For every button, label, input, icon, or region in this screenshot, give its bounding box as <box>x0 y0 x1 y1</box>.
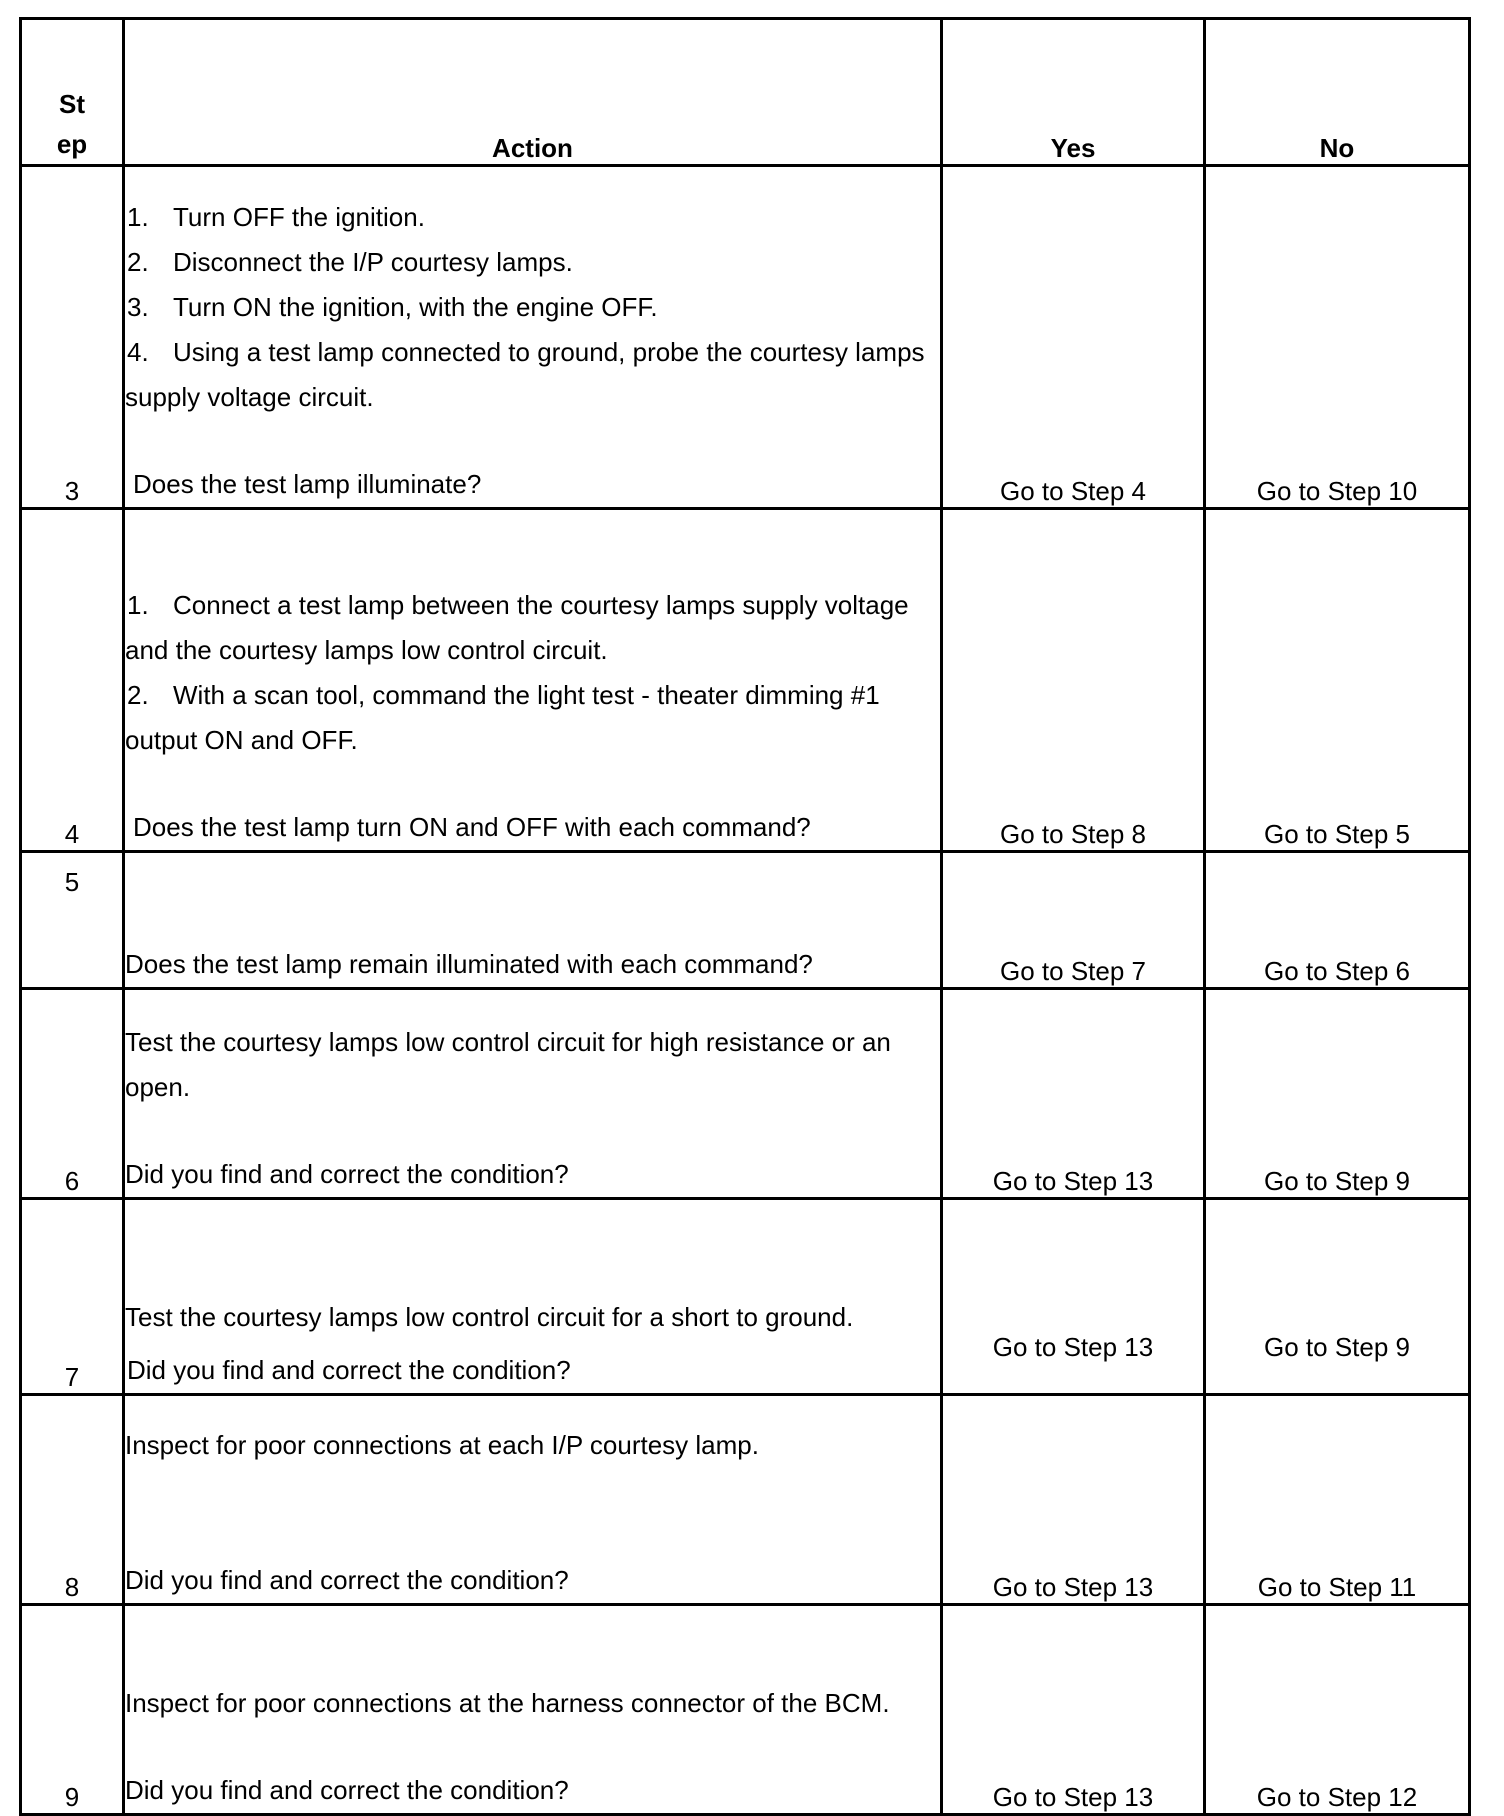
action-cell <box>124 852 942 989</box>
list-item <box>125 195 940 240</box>
action-cell <box>124 166 942 509</box>
question: Did you find and correct the condition? <box>127 1355 571 1385</box>
action-text: Test the courtesy lamps low control circuit for high resistance or an open. <box>125 1027 891 1102</box>
action-text: Inspect for poor connections at the harness connector of the BCM. <box>125 1688 890 1718</box>
table-row <box>21 989 1470 1199</box>
list-item <box>125 330 940 420</box>
list-item <box>125 673 940 763</box>
question: Did you find and correct the condition? <box>125 1775 569 1805</box>
yes-outcome: Go to Step 4 <box>942 166 1205 509</box>
table-row <box>21 509 1470 852</box>
item-text: Turn ON the ignition, with the engine OFF. <box>173 292 658 322</box>
item-number: 2. <box>127 247 149 277</box>
no-outcome: Go to Step 6 <box>1205 852 1470 989</box>
step-number: 9 <box>21 1605 124 1815</box>
item-number: 4. <box>127 337 149 367</box>
no-outcome: Go to Step 9 <box>1205 989 1470 1199</box>
spacer <box>125 1468 940 1558</box>
header-step <box>21 19 124 166</box>
action-cell <box>124 1395 942 1605</box>
header-no: No <box>1205 19 1470 166</box>
step-number: 4 <box>21 509 124 852</box>
item-number: 3. <box>127 292 149 322</box>
step-number: 3 <box>21 166 124 509</box>
no-outcome: Go to Step 10 <box>1205 166 1470 509</box>
action-cell <box>124 989 942 1199</box>
action-text: Test the courtesy lamps low control circuit for a short to ground. <box>125 1302 854 1332</box>
table-row <box>21 1395 1470 1605</box>
step-number: 5 <box>21 852 124 989</box>
no-outcome: Go to Step 11 <box>1205 1395 1470 1605</box>
table-row <box>21 166 1470 509</box>
yes-outcome: Go to Step 13 <box>942 1605 1205 1815</box>
question: Did you find and correct the condition? <box>125 1565 569 1595</box>
item-number: 1. <box>127 202 149 232</box>
question: Does the test lamp illuminate? <box>133 469 482 499</box>
item-number: 2. <box>127 680 149 710</box>
item-text: Disconnect the I/P courtesy lamps. <box>173 247 573 277</box>
item-text: Using a test lamp connected to ground, probe the courtesy lamps supply voltage circuit. <box>125 337 925 412</box>
yes-outcome: Go to Step 13 <box>942 1395 1205 1605</box>
header-step-line2: ep <box>56 129 88 159</box>
no-outcome: Go to Step 5 <box>1205 509 1470 852</box>
yes-outcome: Go to Step 8 <box>942 509 1205 852</box>
table-row <box>21 852 1470 989</box>
table-row <box>21 1199 1470 1395</box>
action-cell <box>124 1199 942 1395</box>
header-action: Action <box>124 19 942 166</box>
action-cell <box>124 509 942 852</box>
question: Does the test lamp turn ON and OFF with each command? <box>133 812 811 842</box>
item-text: With a scan tool, command the light test - theater dimming #1 output ON and OFF. <box>125 680 880 755</box>
step-number: 7 <box>21 1199 124 1395</box>
list-item <box>125 285 940 330</box>
action-cell <box>124 1605 942 1815</box>
yes-outcome: Go to Step 13 <box>942 1199 1205 1395</box>
header-row <box>21 19 1470 166</box>
no-outcome: Go to Step 12 <box>1205 1605 1470 1815</box>
action-text: Inspect for poor connections at each I/P courtesy lamp. <box>125 1430 759 1460</box>
list-item <box>125 240 940 285</box>
item-number: 1. <box>127 590 149 620</box>
action-text: Does the test lamp remain illuminated with each command? <box>125 949 813 979</box>
no-outcome: Go to Step 9 <box>1205 1199 1470 1395</box>
item-text: Connect a test lamp between the courtesy lamps supply voltage and the courtesy lamps low control circuit. <box>125 590 909 665</box>
header-step-line1: St <box>59 89 85 119</box>
question: Did you find and correct the condition? <box>125 1159 569 1189</box>
action-steps <box>125 195 940 420</box>
step-number: 6 <box>21 989 124 1199</box>
table-row <box>21 1605 1470 1815</box>
yes-outcome: Go to Step 7 <box>942 852 1205 989</box>
header-yes: Yes <box>942 19 1205 166</box>
list-item <box>125 583 940 673</box>
item-text: Turn OFF the ignition. <box>173 202 425 232</box>
yes-outcome: Go to Step 13 <box>942 989 1205 1199</box>
diagnostic-table <box>19 17 1471 1816</box>
step-number: 8 <box>21 1395 124 1605</box>
action-steps <box>125 583 940 763</box>
